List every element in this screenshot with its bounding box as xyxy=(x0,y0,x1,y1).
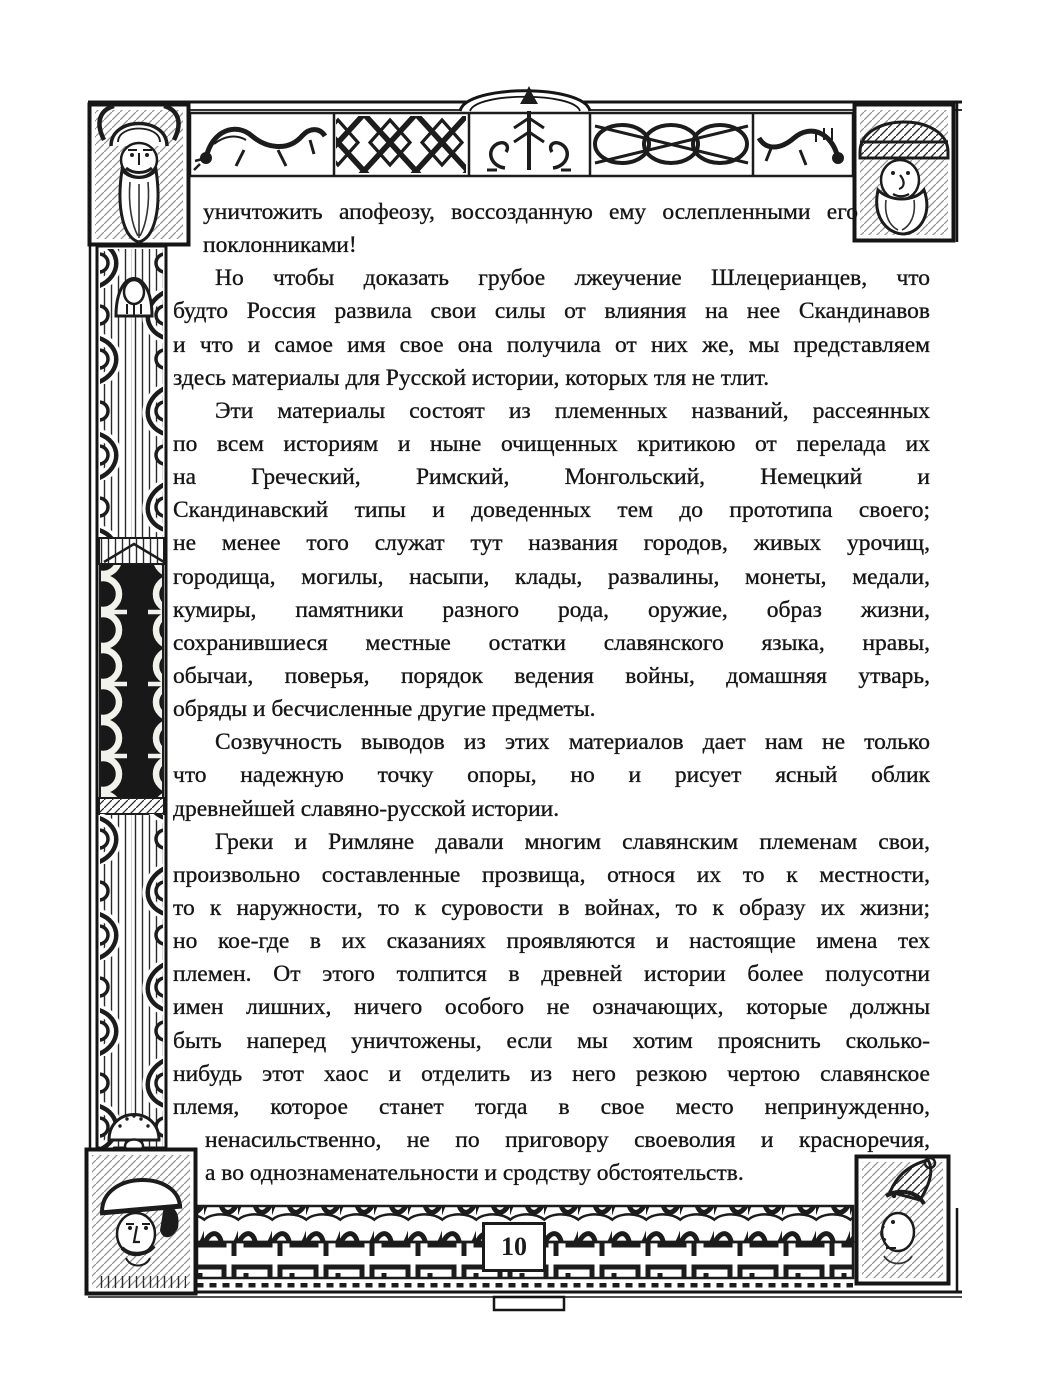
text-line: быть наперед уничтожены, если мы хотим прояснить сколько- xyxy=(173,1027,930,1054)
text-line: не менее того служат тут названия городов, живых урочищ, xyxy=(173,530,930,557)
page-number-box xyxy=(482,1222,546,1272)
text-line: поклонниками! xyxy=(203,232,357,259)
text-line: произвольно составленные прозвища, относя их то к местности, xyxy=(173,861,930,888)
text-line: а во однознаменательности и сродству обстоятельств. xyxy=(205,1160,744,1187)
text-line: кумиры, памятники разного рода, оружие, образ жизни, xyxy=(173,596,930,623)
bottom-center-tab xyxy=(494,1297,564,1310)
left-ornament-border xyxy=(97,246,166,1153)
text-line: племя, которое станет тогда в свое место непринужденно, xyxy=(173,1093,930,1120)
text-line: но кое-где в их сказаниях проявляются и настоящие имена тех xyxy=(173,928,930,955)
text-line: Но чтобы доказать грубое лжеучение Шлецерианцев, что xyxy=(215,265,930,292)
text-line: уничтожить апофеозу, воссозданную ему ослепленными его xyxy=(203,199,858,225)
text-line: на Греческий, Римский, Монгольский, Немецкий и xyxy=(173,464,930,491)
text-line: обряды и бесчисленные другие предметы. xyxy=(173,696,596,723)
body-text xyxy=(173,196,930,1190)
text-line: племен. От этого толпится в древней истории более полусотни xyxy=(173,961,930,988)
text-line: древнейшей славяно-русской истории. xyxy=(173,795,560,822)
text-line: здесь материалы для Русской истории, которых тля не тлит. xyxy=(173,364,770,391)
page-number: 10 xyxy=(501,1232,527,1261)
text-line: Греки и Римляне давали многим славянским племенам свои, xyxy=(215,828,930,855)
text-line: обычаи, поверья, порядок ведения войны, домашняя утварь, xyxy=(173,662,930,689)
text-line: по всем историям и ныне очищенных критикою от перелада их xyxy=(173,430,930,457)
text-line: Созвучность выводов из этих материалов дает нам не только xyxy=(215,729,930,756)
top-arch-ornament xyxy=(460,88,590,111)
text-line: ненасильственно, не по приговору своеволия и красноречия, xyxy=(205,1126,930,1153)
text-line: имен лишних, ничего особого не означающих, которые должны xyxy=(173,994,930,1021)
text-line: будто Россия развила свои силы от влияния на нее Скандинавов xyxy=(173,298,930,325)
text-line: то к наружности, то к суровости в войнах, то к образу их жизни; xyxy=(173,894,930,921)
text-line: городища, могилы, насыпи, клады, развалины, монеты, медали, xyxy=(173,563,930,590)
lattice-panel xyxy=(336,116,466,173)
text-line: сохранившиеся местные остатки славянского языка, нравы, xyxy=(173,629,930,656)
text-line: нибудь этот хаос и отделить из него резкою чертою славянское xyxy=(173,1060,930,1087)
text-line: Скандинавский типы и доведенных тем до прототипа своего; xyxy=(173,497,930,524)
text-line: и что и самое имя свое она получила от них же, мы представляем xyxy=(173,331,930,358)
text-line: что надежную точку опоры, но и рисует ясный облик xyxy=(173,762,930,789)
text-line: Эти материалы состоят из племенных названий, рассеянных xyxy=(215,397,930,424)
